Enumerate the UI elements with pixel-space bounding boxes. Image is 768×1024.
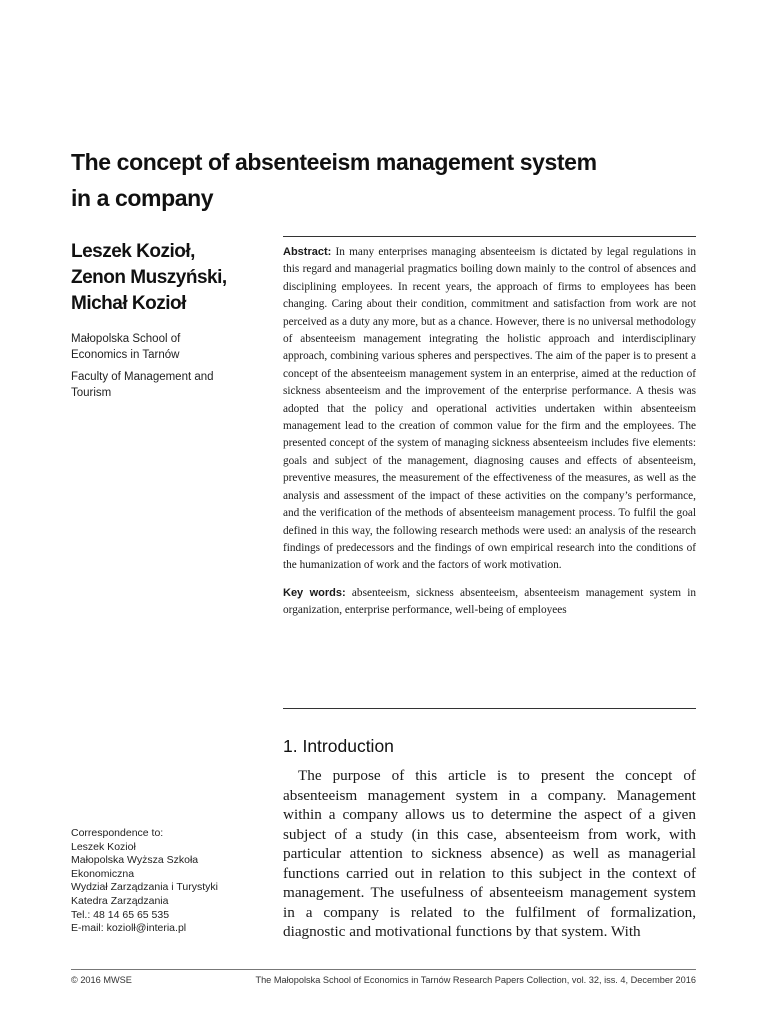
title-line-1: The concept of absenteeism management system: [71, 149, 597, 175]
affiliation-school-line-2: Economics in Tarnów: [71, 349, 180, 361]
correspondence-department: Katedra Zarządzania: [71, 894, 169, 907]
keywords-text: absenteeism, sickness absenteeism, absenteeism management system in organization, enterprise performance, well-being of employees: [283, 586, 696, 617]
correspondence-name: Leszek Kozioł: [71, 840, 136, 853]
title-line-2: in a company: [71, 185, 214, 211]
author-1: Leszek Kozioł,: [71, 241, 195, 262]
correspondence-school-2: Ekonomiczna: [71, 867, 135, 880]
affiliation-school: [71, 331, 256, 363]
journal-citation: The Małopolska School of Economics in Tarnów Research Papers Collection, vol. 32, iss. 4, December 2016: [255, 975, 696, 985]
author-2: Zenon Muszyński,: [71, 267, 227, 288]
correspondence-faculty: Wydział Zarządzania i Turystyki: [71, 881, 218, 894]
footer-rule: [71, 969, 696, 970]
correspondence-email: E-mail: koziolł@interia.pl: [71, 922, 187, 935]
article-title: [71, 144, 671, 216]
author-3: Michał Kozioł: [71, 293, 186, 314]
correspondence-phone: Tel.: 48 14 65 65 535: [71, 908, 170, 921]
abstract-paragraph: [283, 244, 696, 575]
affiliation-faculty-line-2: Tourism: [71, 387, 112, 399]
author-column: [71, 239, 256, 407]
keywords-label: Key words:: [283, 586, 346, 599]
affiliations: [71, 331, 256, 401]
copyright: © 2016 MWSE: [71, 975, 132, 985]
abstract-top-rule: [283, 236, 696, 237]
introduction-text: The purpose of this article is to present the concept of absenteeism management system in a company. Management within a company allows us to determine the aspect of a given subject of a study (in this case, absenteeism from work, with particular attention to sickness absence) as well as managerial functions carried out in relation to this subject in the context of management. The usefulness of absenteeism management system in a company is related to the fulfilment of formalization, diagnostic and motivational functions by that system. With: [283, 767, 696, 940]
abstract-label: Abstract:: [283, 246, 332, 258]
introduction-heading: 1. Introduction: [283, 736, 394, 756]
abstract: [283, 244, 696, 620]
keywords: [283, 585, 696, 620]
correspondence: [71, 827, 271, 936]
affiliation-school-line-1: Małopolska School of: [71, 333, 181, 345]
affiliation-faculty: [71, 369, 256, 401]
abstract-bottom-rule: [283, 708, 696, 709]
correspondence-school-1: Małopolska Wyższa Szkoła: [71, 854, 199, 867]
correspondence-heading: Correspondence to:: [71, 827, 164, 839]
abstract-text: In many enterprises managing absenteeism is dictated by legal regulations in this regard and managerial pragmatics boiling down mainly to the control of absences and disciplining employees. In recent years, the approach of firms to employees has been changing. Caring about their condition, commitment and satisfaction from work are not perceived as a duty any more, but as a chance. However, there is no universal methodology of absenteeism management integrating the holistic approach and interdisciplinary approach, combining various spheres and perspectives. The aim of the paper is to present a concept of the absenteeism management system in an enterprise, aimed at the reduction of sickness absenteeism and the improvement of the enterprise performance. A thesis was adopted that the policy and operational activities undertaken within absenteeism management lead to the creation of common value for the firm and the employees. The presented concept of the system of managing sickness absenteeism includes five elements: goals and subject of the management, diagnosing causes and effects of absenteeism, preventive measures, the measurement of the effectiveness of the measures, as well as the analysis and assessment of the impact of these activities on the company’s performance, and the verification of the methods of absenteeism management process. To fulfil the goal defined in this way, the following research methods were used: an analysis of the research findings of predecessors and the findings of own empirical research into the conditions of the humanization of work and the factors of work motivation.: [283, 246, 697, 572]
affiliation-faculty-line-1: Faculty of Management and: [71, 371, 214, 383]
